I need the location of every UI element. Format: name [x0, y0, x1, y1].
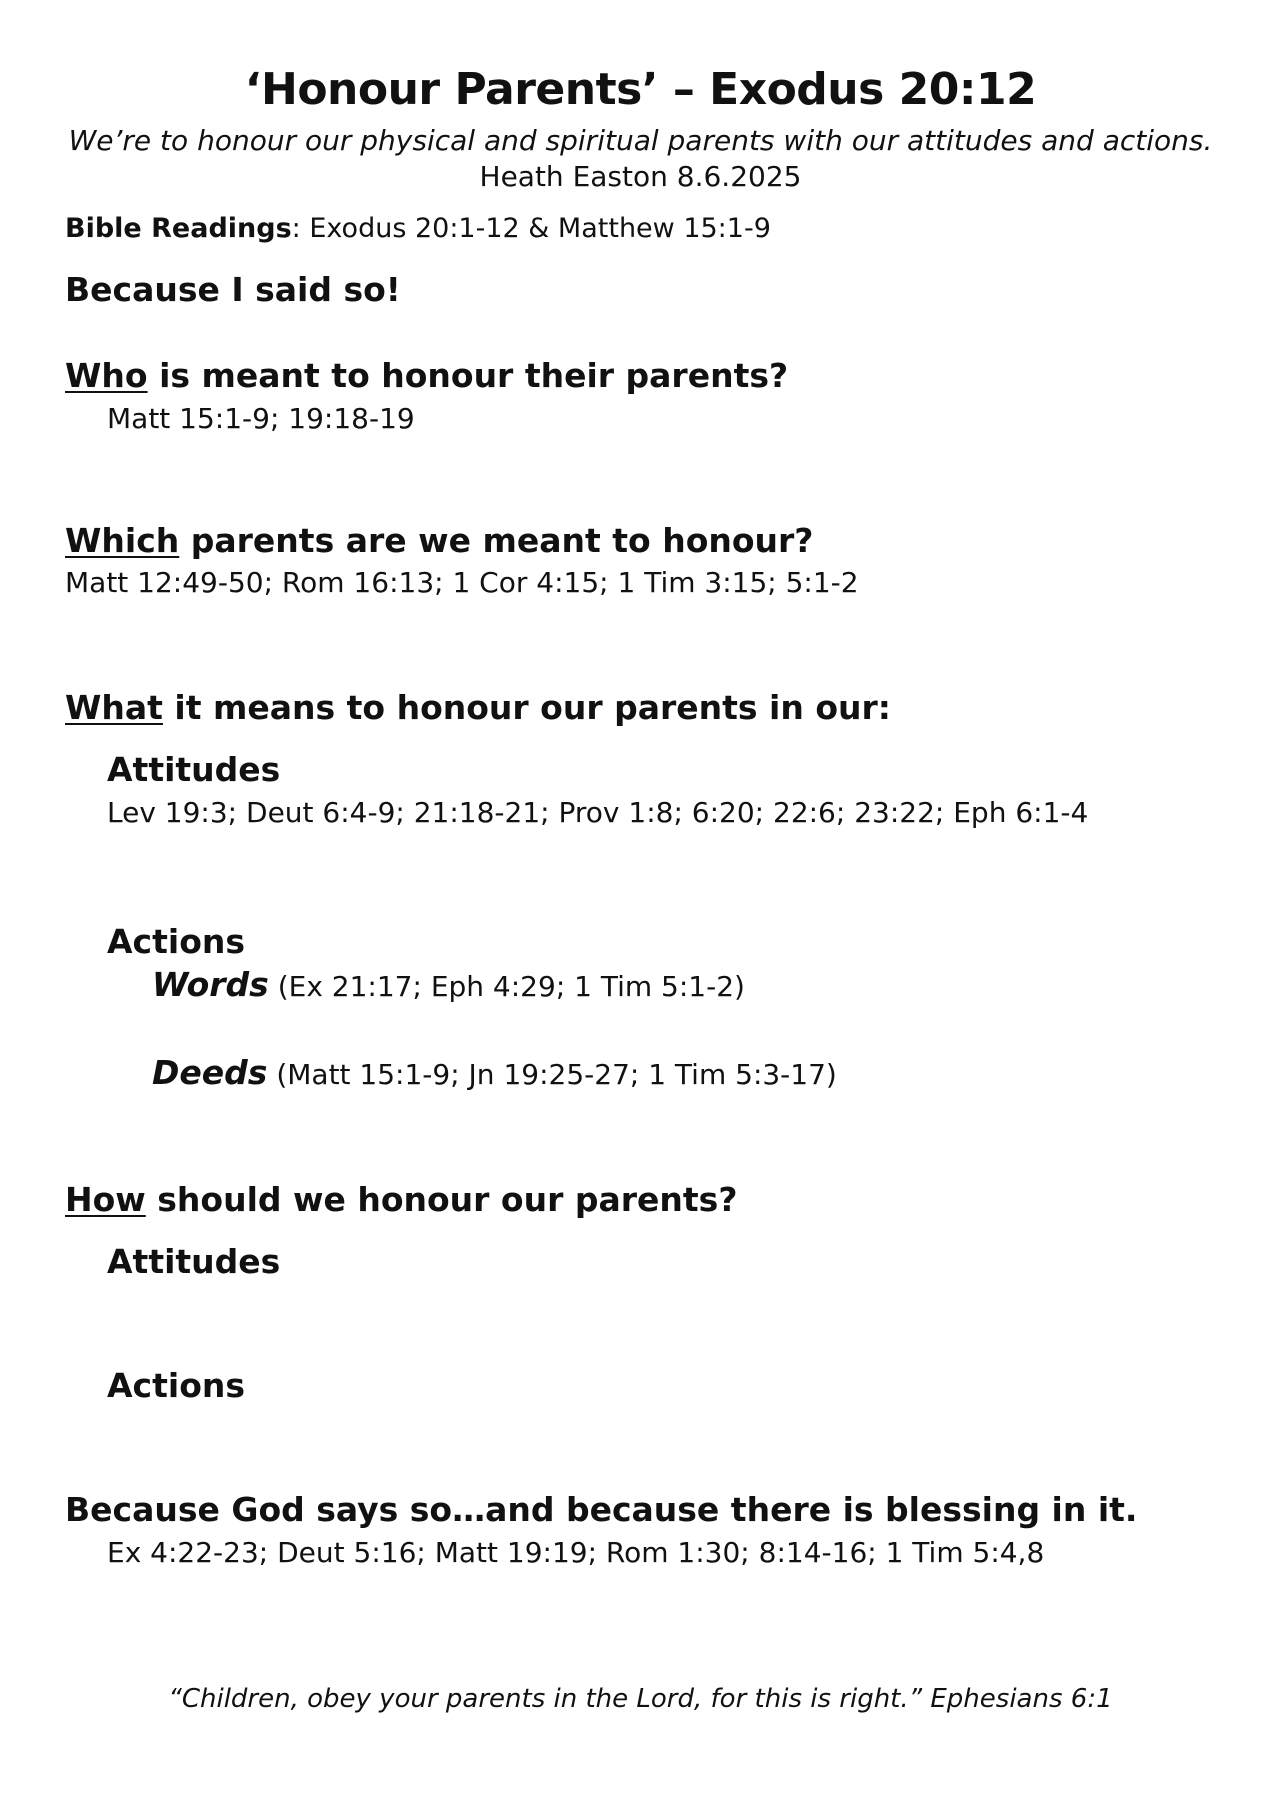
what-actions-label: Actions	[107, 922, 245, 961]
bible-readings	[65, 213, 771, 244]
footer-quote: “Children, obey your parents in the Lord, for this is right.” Ephesians 6:1	[168, 1684, 1113, 1714]
intro-heading: Because I said so!	[65, 270, 401, 309]
what-words-line	[152, 965, 745, 1004]
bible-readings-separator: :	[291, 213, 301, 244]
bible-readings-label: Bible Readings	[65, 213, 292, 244]
how-keyword: How	[65, 1180, 146, 1219]
page-subtitle: We’re to honour our physical and spiritual parents with our attitudes and actions.	[68, 124, 1213, 157]
deeds-label: Deeds	[152, 1053, 268, 1092]
author-date: Heath Easton 8.6.2025	[479, 160, 802, 193]
who-heading	[65, 356, 788, 395]
which-refs: Matt 12:49-50; Rom 16:13; 1 Cor 4:15; 1 Tim 3:15; 5:1-2	[65, 566, 859, 599]
how-attitudes-label: Attitudes	[107, 1242, 281, 1281]
who-keyword: Who	[65, 356, 148, 395]
how-actions-label: Actions	[107, 1366, 245, 1405]
who-heading-rest: is meant to honour their parents?	[147, 356, 789, 395]
how-heading	[65, 1180, 737, 1219]
what-attitudes-refs: Lev 19:3; Deut 6:4-9; 21:18-21; Prov 1:8; 6:20; 22:6; 23:22; Eph 6:1-4	[107, 796, 1089, 829]
who-refs: Matt 15:1-9; 19:18-19	[107, 402, 415, 435]
because-heading: Because God says so…and because there is blessing in it.	[65, 1490, 1138, 1529]
what-heading-rest: it means to honour our parents in our:	[162, 688, 891, 727]
bible-readings-text: Exodus 20:1-12 & Matthew 15:1-9	[300, 213, 771, 244]
because-refs: Ex 4:22-23; Deut 5:16; Matt 19:19; Rom 1:30; 8:14-16; 1 Tim 5:4,8	[107, 1536, 1045, 1569]
page-title: ‘Honour Parents’ – Exodus 20:12	[244, 64, 1037, 115]
what-keyword: What	[65, 688, 163, 727]
which-heading-rest: parents are we meant to honour?	[179, 521, 814, 560]
how-heading-rest: should we honour our parents?	[145, 1180, 738, 1219]
what-heading	[65, 688, 891, 727]
what-deeds-line	[152, 1053, 837, 1092]
what-attitudes-label: Attitudes	[107, 750, 281, 789]
words-refs: (Ex 21:17; Eph 4:29; 1 Tim 5:1-2)	[268, 970, 745, 1003]
which-heading	[65, 521, 813, 560]
words-label: Words	[152, 965, 269, 1004]
deeds-refs: (Matt 15:1-9; Jn 19:25-27; 1 Tim 5:3-17)	[267, 1058, 837, 1091]
which-keyword: Which	[65, 521, 180, 560]
